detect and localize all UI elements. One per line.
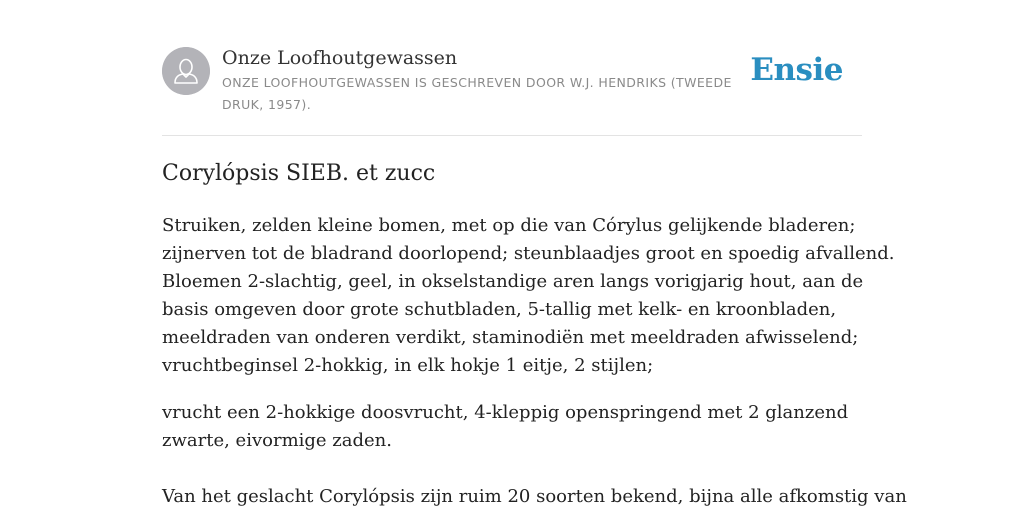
text-line: meeldraden van onderen verdikt, staminodiën met meeldraden afwisselend; (162, 327, 859, 348)
article-paragraph-3 (162, 483, 907, 511)
article-paragraph-1 (162, 212, 895, 380)
text-line: basis omgeven door grote schutbladen, 5-tallig met kelk- en kroonbladen, (162, 299, 837, 320)
text-line: vruchtbeginsel 2-hokkig, in elk hokje 1 eitje, 2 stijlen; (162, 355, 654, 376)
article-paragraph-2 (162, 399, 872, 455)
text-line: vrucht een 2-hokkige doosvrucht, 4-kleppig openspringend met 2 glanzend (162, 402, 849, 423)
header-divider (162, 135, 862, 136)
text-line: Struiken, zelden kleine bomen, met op die van Córylus gelijkende bladeren; (162, 215, 856, 236)
text-line: zijnerven tot de bladrand doorlopend; steunblaadjes groot en spoedig afvallend. (162, 243, 895, 264)
source-title[interactable]: Onze Loofhoutgewassen (222, 47, 458, 69)
ensie-logo[interactable]: Ensie (750, 52, 843, 88)
user-silhouette-icon (162, 47, 210, 95)
text-line: zwarte, eivormige zaden. (162, 430, 393, 451)
article-title: Corylópsis SIEB. et zucc (162, 161, 436, 186)
text-line: Van het geslacht Corylópsis zijn ruim 20 soorten bekend, bijna alle afkomstig van (162, 486, 907, 507)
article-content (162, 158, 907, 511)
source-description: ONZE LOOFHOUTGEWASSEN IS GESCHREVEN DOOR W.J. HENDRIKS (TWEEDE DRUK, 1957). (222, 75, 732, 112)
text-line: Bloemen 2-slachtig, geel, in okselstandige aren langs vorigjarig hout, aan de (162, 271, 864, 292)
source-header (162, 46, 862, 136)
